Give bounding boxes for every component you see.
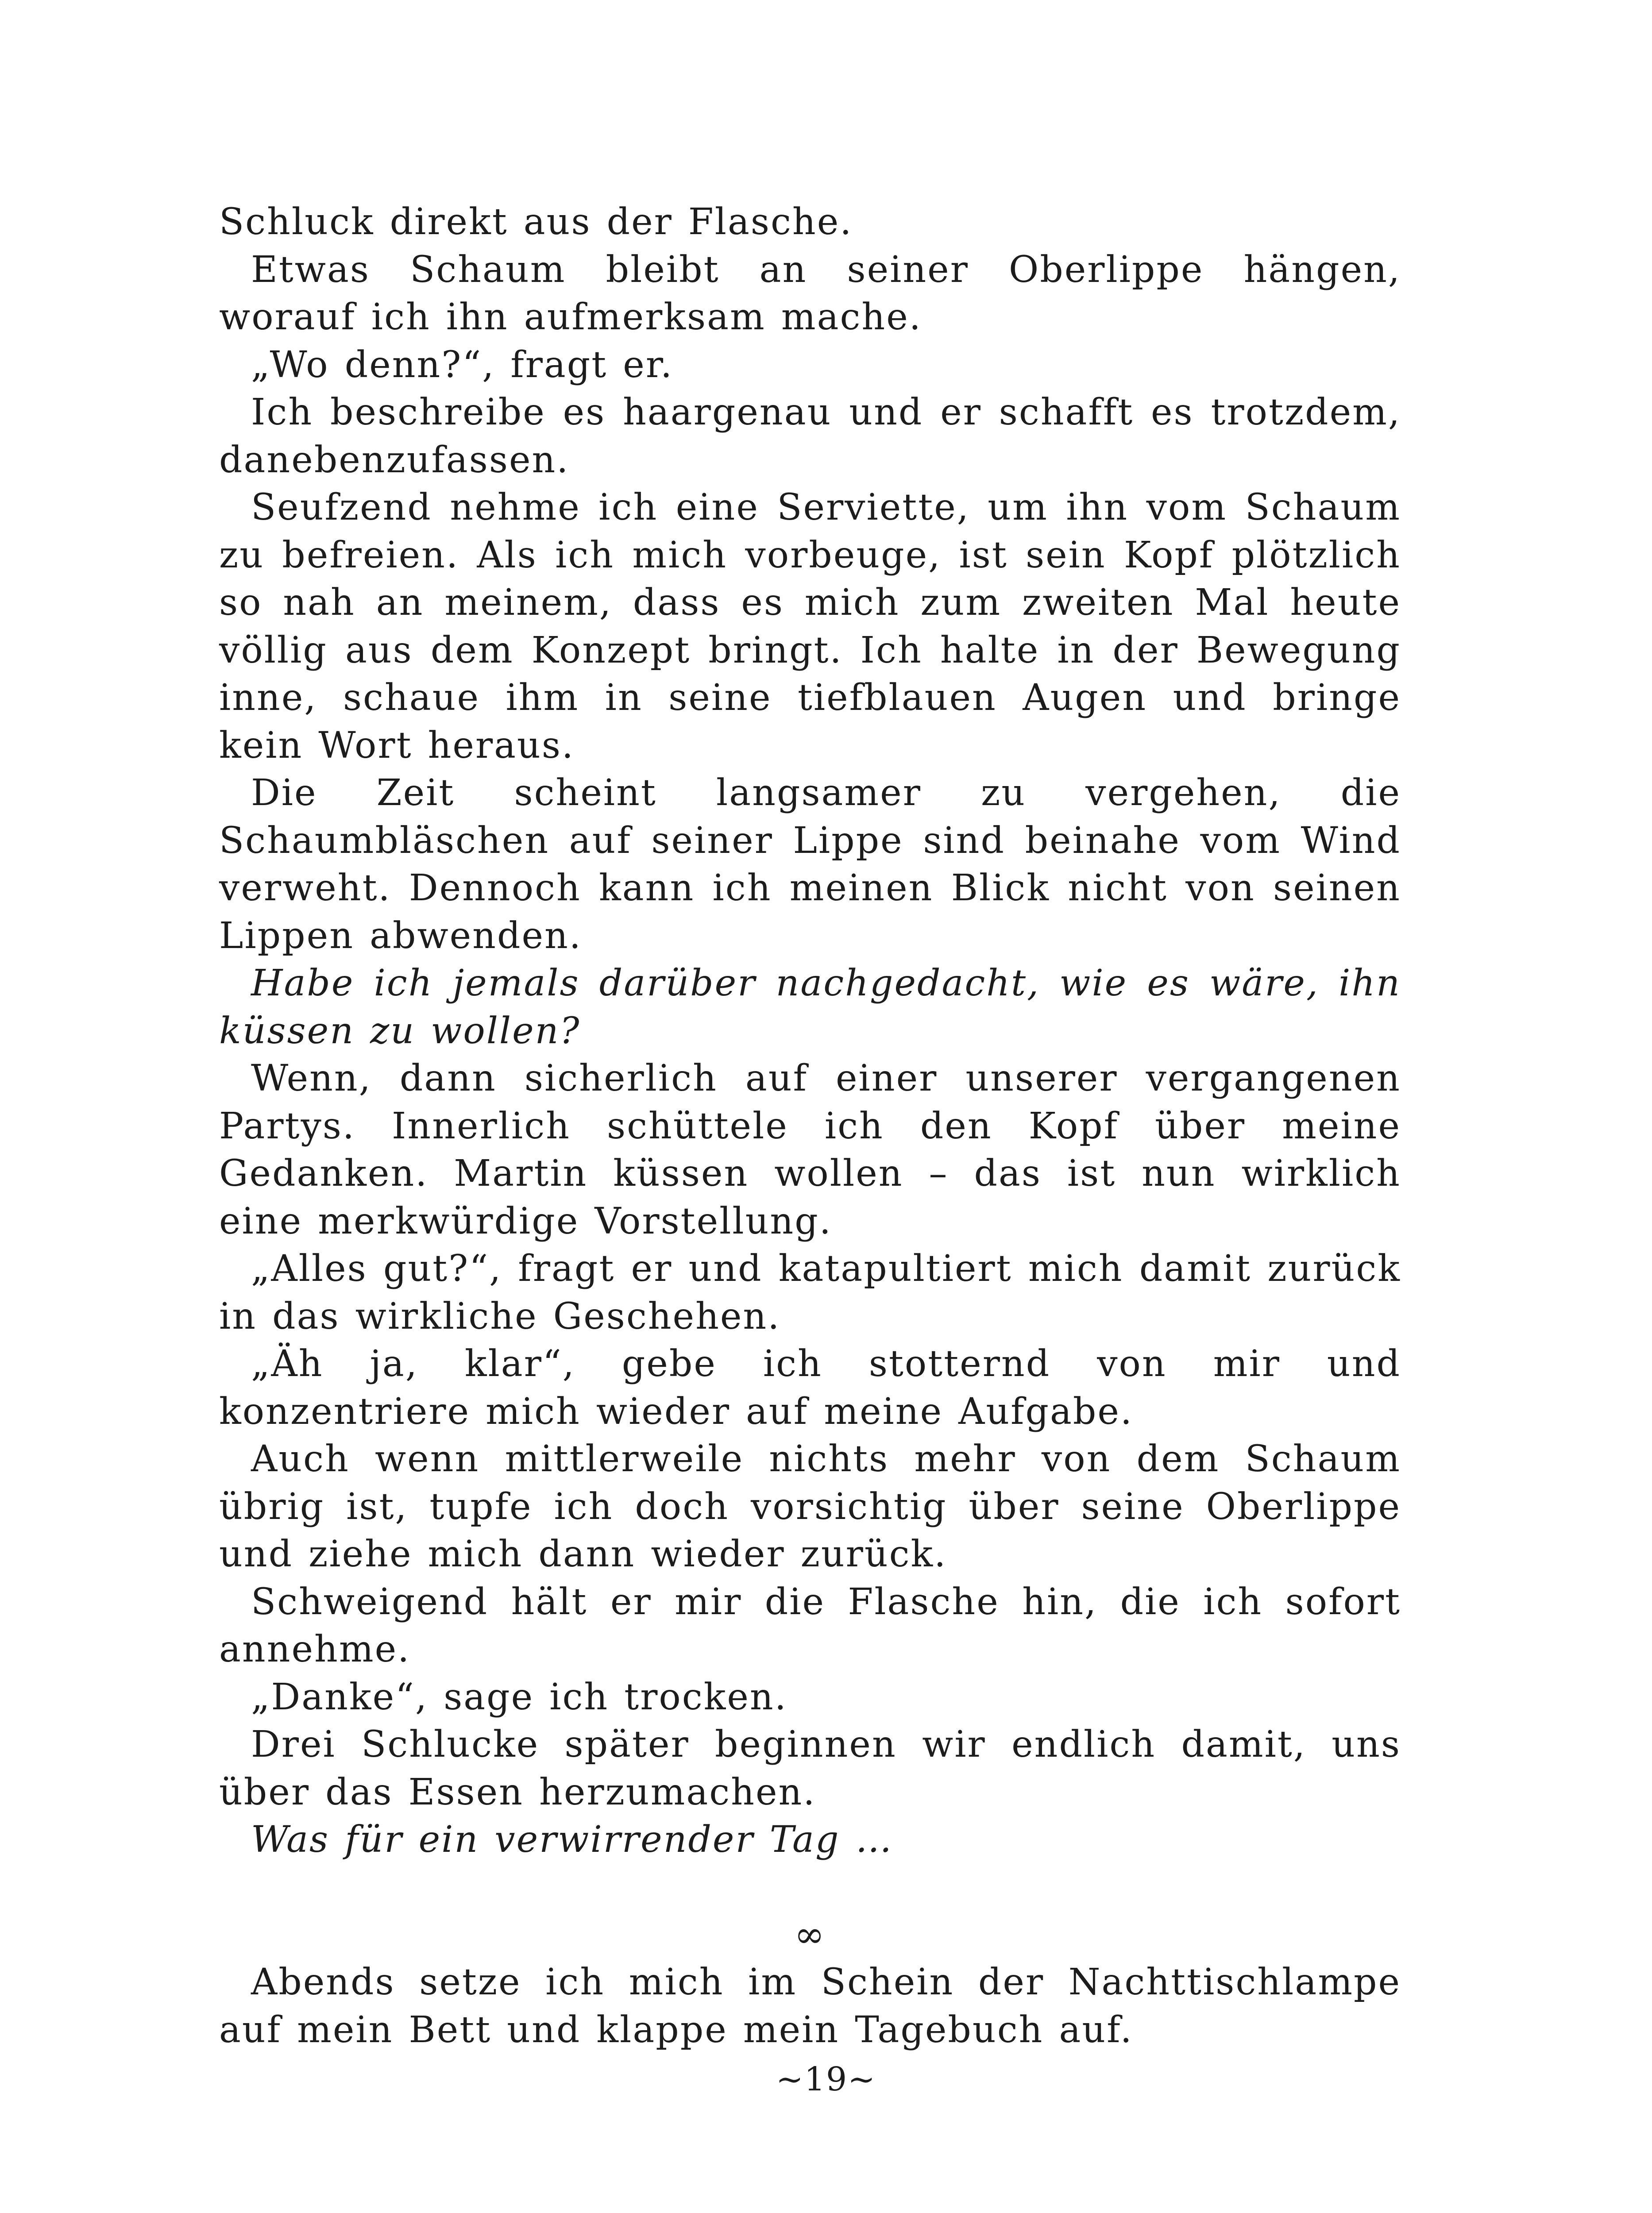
paragraph: „Danke“, sage ich trocken. [251, 1676, 787, 1718]
italic-thought: Habe ich jemals darüber nachgedacht, wie es wäre, ihn küssen zu wollen? [219, 962, 1401, 1052]
paragraph: Etwas Schaum bleibt an seiner Oberlippe hängen, worauf ich ihn aufmerksam mache. [219, 248, 1401, 338]
italic-thought: Was für ein verwirrender Tag … [251, 1819, 893, 1861]
page-number: ~19~ [776, 2060, 876, 2098]
paragraph: Schluck direkt aus der Flasche. [219, 201, 853, 243]
paragraph: „Wo denn?“, fragt er. [251, 343, 674, 386]
section-separator: ∞ [794, 1913, 826, 1956]
paragraph: „Alles gut?“, fragt er und katapultiert mich damit zurück in das wirkliche Geschehen. [219, 1248, 1401, 1338]
paragraph: „Äh ja, klar“, gebe ich stotternd von mir und konzentriere mich wieder auf meine Aufgabe. [219, 1343, 1401, 1433]
paragraph: Abends setze ich mich im Schein der Nachttischlampe auf mein Bett und klappe mein Tagebuch auf. [219, 1961, 1401, 2051]
body-text [219, 198, 1401, 2054]
paragraph: Ich beschreibe es haargenau und er schafft es trotzdem, danebenzufassen. [219, 391, 1401, 481]
paragraph: Auch wenn mittlerweile nichts mehr von dem Schaum übrig ist, tupfe ich doch vorsichtig über seine Oberlippe und ziehe mich dann wieder zurück. [219, 1438, 1401, 1575]
paragraph: Seufzend nehme ich eine Serviette, um ihn vom Schaum zu befreien. Als ich mich vorbeuge, ist sein Kopf plötzlich so nah an meinem, dass es mich zum zweiten Mal heute völlig aus dem Konzept bringt. Ich halte in der Bewegung inne, schaue ihm in seine tiefblauen Augen und bringe kein Wort heraus. [219, 486, 1401, 767]
paragraph: Die Zeit scheint langsamer zu vergehen, die Schaumbläschen auf seiner Lippe sind beinahe vom Wind verweht. Dennoch kann ich meinen Blick nicht von seinen Lippen abwenden. [219, 772, 1401, 957]
paragraph: Wenn, dann sicherlich auf einer unserer vergangenen Partys. Innerlich schüttele ich den Kopf über meine Gedanken. Martin küssen wollen – das ist nun wirklich eine merkwürdige Vorstellung. [219, 1057, 1401, 1242]
paragraph: Drei Schlucke später beginnen wir endlich damit, uns über das Essen herzumachen. [219, 1723, 1401, 1813]
paragraph: Schweigend hält er mir die Flasche hin, die ich sofort annehme. [219, 1581, 1401, 1670]
